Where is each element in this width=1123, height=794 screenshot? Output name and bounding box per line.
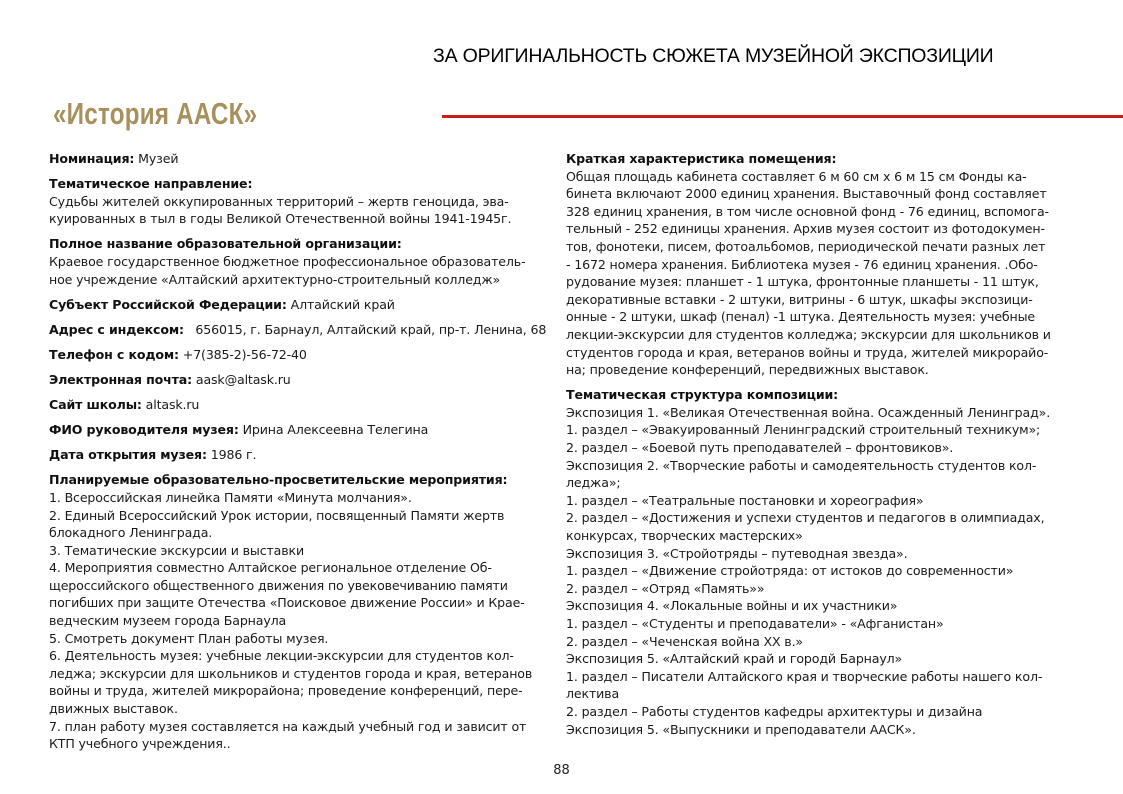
director-value: Ирина Алексеевна Телегина <box>238 422 429 438</box>
nomination-value: Музей <box>134 151 179 166</box>
structure-line: 1. раздел – «Театральные постановки и хореография» <box>566 492 924 508</box>
events-line: щероссийского общественного движения по увековечиванию памяти <box>49 577 508 593</box>
opened-field <box>49 446 554 464</box>
events-line: 7. план работу музея составляется на каждый учебный год и зависит от <box>49 718 527 734</box>
structure-line: 2. раздел – «Боевой путь преподавателей – фронтовиков». <box>566 440 954 455</box>
page-number: 88 <box>553 763 570 778</box>
room-line: лекции-экскурсии для студентов колледжа; экскурсии для школьников и <box>566 326 1051 342</box>
room-line: - 1672 номера хранения. Библиотека музея - 76 единиц хранения. .Обо- <box>566 256 1038 272</box>
events-line: 5. Смотреть документ План работы музея. <box>49 630 329 646</box>
structure-line: 2. раздел – Работы студентов кафедры архитектуры и дизайна <box>566 703 983 719</box>
events-line: 1. Всероссийская линейка Памяти «Минута молчания». <box>49 489 412 505</box>
museum-title: «История ААСК» <box>53 96 258 131</box>
room-field <box>566 150 1071 379</box>
page-header-category: ЗА ОРИГИНАЛЬНОСТЬ СЮЖЕТА МУЗЕЙНОЙ ЭКСПОЗИЦИИ <box>433 45 994 67</box>
room-line: бинета включают 2000 единиц хранения. Выставочный фонд составляет <box>566 186 1047 202</box>
structure-line: Экспозиция 4. «Локальные войны и их участники» <box>566 598 898 614</box>
org-name-label: Полное название образовательной организации: <box>49 236 402 252</box>
structure-line: 1. раздел – «Эвакуированный Ленинградский строительный техникум»; <box>566 422 1041 438</box>
org-name-field <box>49 235 554 288</box>
room-label: Краткая характеристика помещения: <box>566 151 837 166</box>
theme-line: Судьбы жителей оккупированных территорий – жертв геноцида, эва- <box>49 193 509 209</box>
nomination-label: Номинация: <box>49 151 135 166</box>
address-field <box>49 321 554 339</box>
opened-label: Дата открытия музея: <box>49 447 207 463</box>
left-column <box>49 150 554 760</box>
structure-line: Экспозиция 3. «Стройотряды – путеводная звезда». <box>566 545 908 561</box>
website-label: Сайт школы: <box>49 397 142 413</box>
events-line: ведческим музеем города Барнаула <box>49 613 287 629</box>
structure-line: конкурсах, творческих мастерских» <box>566 527 803 543</box>
events-line: КТП учебного учреждения.. <box>49 736 231 752</box>
opened-value: 1986 г. <box>206 447 257 463</box>
theme-line: куированных в тыл в годы Великой Отечественной войны 1941-1945г. <box>49 211 512 227</box>
structure-line: 2. раздел – «Отряд «Память»» <box>566 580 765 596</box>
room-line: на; проведение конференций, передвижных выставок. <box>566 362 929 378</box>
events-label: Планируемые образовательно-просветительские мероприятия: <box>49 472 508 488</box>
email-value[interactable]: aask@altask.ru <box>192 371 291 387</box>
events-line: 3. Тематические экскурсии и выставки <box>49 542 304 558</box>
room-line: декоративные вставки - 2 штуки, витрины - 6 штук, шкафы экспозици- <box>566 291 1033 307</box>
phone-value: +7(385-2)-56-72-40 <box>178 346 307 362</box>
website-field <box>49 396 554 414</box>
events-line: войны и труда, жителей микрорайона; проведение конференций, пере- <box>49 683 523 699</box>
director-field <box>49 421 554 439</box>
room-line: студентов города и края, ветеранов войны и труда, жителей микрорайо- <box>566 344 1049 360</box>
structure-line: лектива <box>566 686 620 702</box>
director-label: ФИО руководителя музея: <box>49 422 239 438</box>
events-line: 2. Единый Всероссийский Урок истории, посвященный Памяти жертв <box>49 507 505 523</box>
address-value: 656015, г. Барнаул, Алтайский край, пр-т. Ленина, 68 <box>183 321 547 337</box>
right-column <box>566 150 1071 746</box>
room-line: тельный - 252 единицы хранения. Архив музея состоит из фотодокумен- <box>566 221 1045 237</box>
events-line: леджа; экскурсии для школьников и студентов города и края, ветеранов <box>49 665 533 681</box>
room-line: 328 единиц хранения, в том числе основной фонд - 76 единиц, вспомога- <box>566 203 1049 219</box>
email-label: Электронная почта: <box>49 371 193 387</box>
events-line: погибших при защите Отечества «Поисковое движение России» и Крае- <box>49 595 525 611</box>
room-line: Общая площадь кабинета составляет 6 м 60 см х 6 м 15 см Фонды ка- <box>566 168 1027 184</box>
nomination-field <box>49 150 554 168</box>
region-value: Алтайский край <box>286 296 395 312</box>
address-label: Адрес с индексом: <box>49 321 184 337</box>
events-line: блокадного Ленинграда. <box>49 525 213 541</box>
room-line: онные - 2 штуки, шкаф (пенал) -1 штука. Деятельность музея: учебные <box>566 309 1036 325</box>
events-line: 4. Мероприятия совместно Алтайское региональное отделение Об- <box>49 560 492 576</box>
org-name-line: Краевое государственное бюджетное профессиональное образователь- <box>49 253 526 269</box>
structure-field <box>566 386 1071 738</box>
structure-line: 1. раздел – «Движение стройотряда: от истоков до современности» <box>566 563 1014 579</box>
structure-line: 1. раздел – Писатели Алтайского края и творческие работы нашего кол- <box>566 668 1043 684</box>
theme-field <box>49 175 554 228</box>
events-line: 6. Деятельность музея: учебные лекции-экскурсии для студентов кол- <box>49 648 514 664</box>
structure-label: Тематическая структура композиции: <box>566 387 839 403</box>
structure-line: 2. раздел – «Чеченская война XX в.» <box>566 633 803 649</box>
structure-line: Экспозиция 2. «Творческие работы и самодеятельность студентов кол- <box>566 457 1037 473</box>
structure-line: 1. раздел – «Студенты и преподаватели» - «Афганистан» <box>566 615 944 631</box>
structure-line: Экспозиция 5. «Алтайский край и городй Барнаул» <box>566 651 903 667</box>
structure-line: Экспозиция 5. «Выпускники и преподаватели ААСК». <box>566 721 916 737</box>
region-label: Субъект Российской Федерации: <box>49 296 287 312</box>
events-line: движных выставок. <box>49 701 178 717</box>
theme-label: Тематическое направление: <box>49 176 253 192</box>
email-field <box>49 371 554 389</box>
region-field <box>49 296 554 314</box>
room-line: рудование музея: планшет - 1 штука, фронтонные планшеты - 11 штук, <box>566 274 1039 290</box>
structure-line: Экспозиция 1. «Великая Отечественная война. Осажденный Ленинград». <box>566 404 1051 420</box>
org-name-line: ное учреждение «Алтайский архитектурно-строительный колледж» <box>49 271 501 287</box>
events-field <box>49 471 554 753</box>
red-divider-line <box>442 115 1123 118</box>
room-line: тов, фонотеки, писем, фотоальбомов, периодической печати разных лет <box>566 238 1046 254</box>
structure-line: леджа»; <box>566 475 621 491</box>
phone-field <box>49 346 554 364</box>
website-value[interactable]: altask.ru <box>141 397 200 413</box>
phone-label: Телефон с кодом: <box>49 346 179 362</box>
structure-line: 2. раздел – «Достижения и успехи студентов и педагогов в олимпиадах, <box>566 510 1045 526</box>
